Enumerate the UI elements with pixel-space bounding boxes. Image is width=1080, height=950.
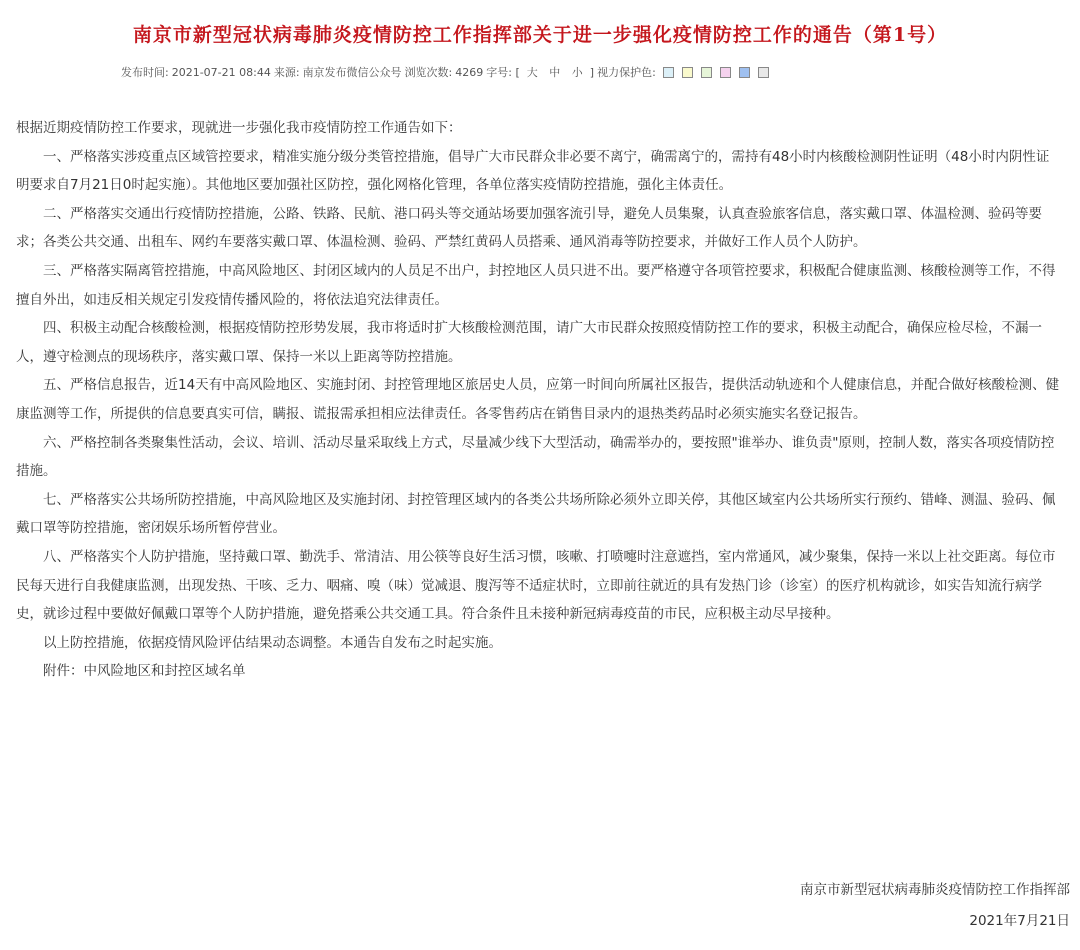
body-paragraph: 一、严格落实涉疫重点区域管控要求，精准实施分级分类管控措施，倡导广大市民群众非必要不离宁，确需离宁的，需持有48小时内核酸检测阴性证明（48小时内阴性证明要求自7月21日0时起实施）。其他地区要加强社区防控，强化网格化管理，各单位落实疫情防控措施，强化主体责任。 — [16, 148, 1050, 194]
eye-care-swatch[interactable] — [720, 67, 731, 78]
eye-care-swatches — [663, 67, 772, 78]
publish-time: 2021-07-21 08:44 — [171, 65, 271, 79]
body-paragraph: 二、严格落实交通出行疫情防控措施，公路、铁路、民航、港口码头等交通站场要加强客流引导，避免人员集聚，认真查验旅客信息，落实戴口罩、体温检测、验码等要求；各类公共交通、出租车、网约车要落实戴口罩、体温检测、验码、严禁红黄码人员搭乘、通风消毒等防控要求，并做好工作人员个人防护。 — [16, 205, 1042, 251]
body-paragraph: 七、严格落实公共场所防控措施，中高风险地区及实施封闭、封控管理区域内的各类公共场所除必须外立即关停，其他区域室内公共场所实行预约、错峰、测温、验码、佩戴口罩等防控措施，密闭娱乐场所暂停营业。 — [16, 491, 1056, 537]
publish-time-label: 发布时间: — [121, 66, 169, 79]
font-size-label: 字号: [ — [486, 66, 520, 79]
intro-paragraph: 根据近期疫情防控工作要求，现就进一步强化我市疫情防控工作通告如下： — [16, 120, 462, 136]
source-label: 来源: — [273, 66, 300, 79]
font-size-large-link[interactable]: 大 — [526, 66, 538, 79]
body-paragraph: 四、积极主动配合核酸检测，根据疫情防控形势发展，我市将适时扩大核酸检测范围，请广大市民群众按照疫情防控工作的要求，积极主动配合，确保应检尽检，不漏一人，遵守检测点的现场秩序，落实戴口罩、保持一米以上距离等防控措施。 — [16, 320, 1042, 365]
article-body — [16, 114, 1062, 686]
body-paragraph: 三、严格落实隔离管控措施，中高风险地区、封闭区域内的人员足不出户，封控地区人员只进不出。要严格遵守各项管控要求，积极配合健康监测、核酸检测等工作，不得擅自外出，如违反相关规定引发疫情传播风险的，将依法追究法律责任。 — [16, 262, 1056, 308]
views-count: 4269 — [455, 65, 484, 79]
article-meta — [121, 64, 775, 80]
font-size-small-link[interactable]: 小 — [571, 66, 583, 79]
body-paragraph: 六、严格控制各类聚集性活动，会议、培训、活动尽量采取线上方式，尽量减少线下大型活动，确需举办的，要按照"谁举办、谁负责"原则，控制人数，落实各项疫情防控措施。 — [16, 434, 1055, 480]
source: 南京发布微信公众号 — [302, 66, 402, 79]
body-paragraph: 五、严格信息报告，近14天有中高风险地区、实施封闭、封控管理地区旅居史人员，应第一时间向所属社区报告，提供活动轨迹和个人健康信息，并配合做好核酸检测、健康监测等工作，所提供的信息要真实可信，瞒报、谎报需承担相应法律责任。各零售药店在销售目录内的退热类药品时必须实施实名登记报告。 — [16, 377, 1060, 422]
issuer-signature: 南京市新型冠状病毒肺炎疫情防控工作指挥部 — [800, 882, 1070, 898]
closing-paragraph: 以上防控措施，依据疫情风险评估结果动态调整。本通告自发布之时起实施。 — [43, 634, 502, 651]
eye-care-swatch[interactable] — [663, 67, 674, 78]
eye-care-label: 视力保护色: — [597, 66, 656, 79]
eye-care-swatch[interactable] — [758, 67, 769, 78]
body-paragraph: 八、严格落实个人防护措施，坚持戴口罩、勤洗手、常清洁、用公筷等良好生活习惯，咳嗽、打喷嚏时注意遮挡，室内常通风，减少聚集，保持一米以上社交距离。每位市民每天进行自我健康监测，出现发热、干咳、乏力、咽痛、嗅（味）觉减退、腹泻等不适症状时，立即前往就近的具有发热门诊（诊室）的医疗机构就诊，如实告知流行病学史，就诊过程中要做好佩戴口罩等个人防护措施，避免搭乘公共交通工具。符合条件且未接种新冠病毒疫苗的市民，应积极主动尽早接种。 — [16, 548, 1056, 623]
page-title: 南京市新型冠状病毒肺炎疫情防控工作指挥部关于进一步强化疫情防控工作的通告（第1号） — [132, 24, 948, 46]
font-size-options — [523, 64, 587, 80]
eye-care-swatch[interactable] — [739, 67, 750, 78]
issue-date: 2021年7月21日 — [969, 913, 1070, 929]
views-label: 浏览次数: — [404, 66, 453, 79]
eye-care-swatch[interactable] — [682, 67, 693, 78]
attachment-line: 附件：中风险地区和封控区域名单 — [43, 663, 246, 680]
font-size-end: ] — [589, 65, 595, 79]
eye-care-swatch[interactable] — [701, 67, 712, 78]
font-size-medium-link[interactable]: 中 — [549, 66, 561, 79]
